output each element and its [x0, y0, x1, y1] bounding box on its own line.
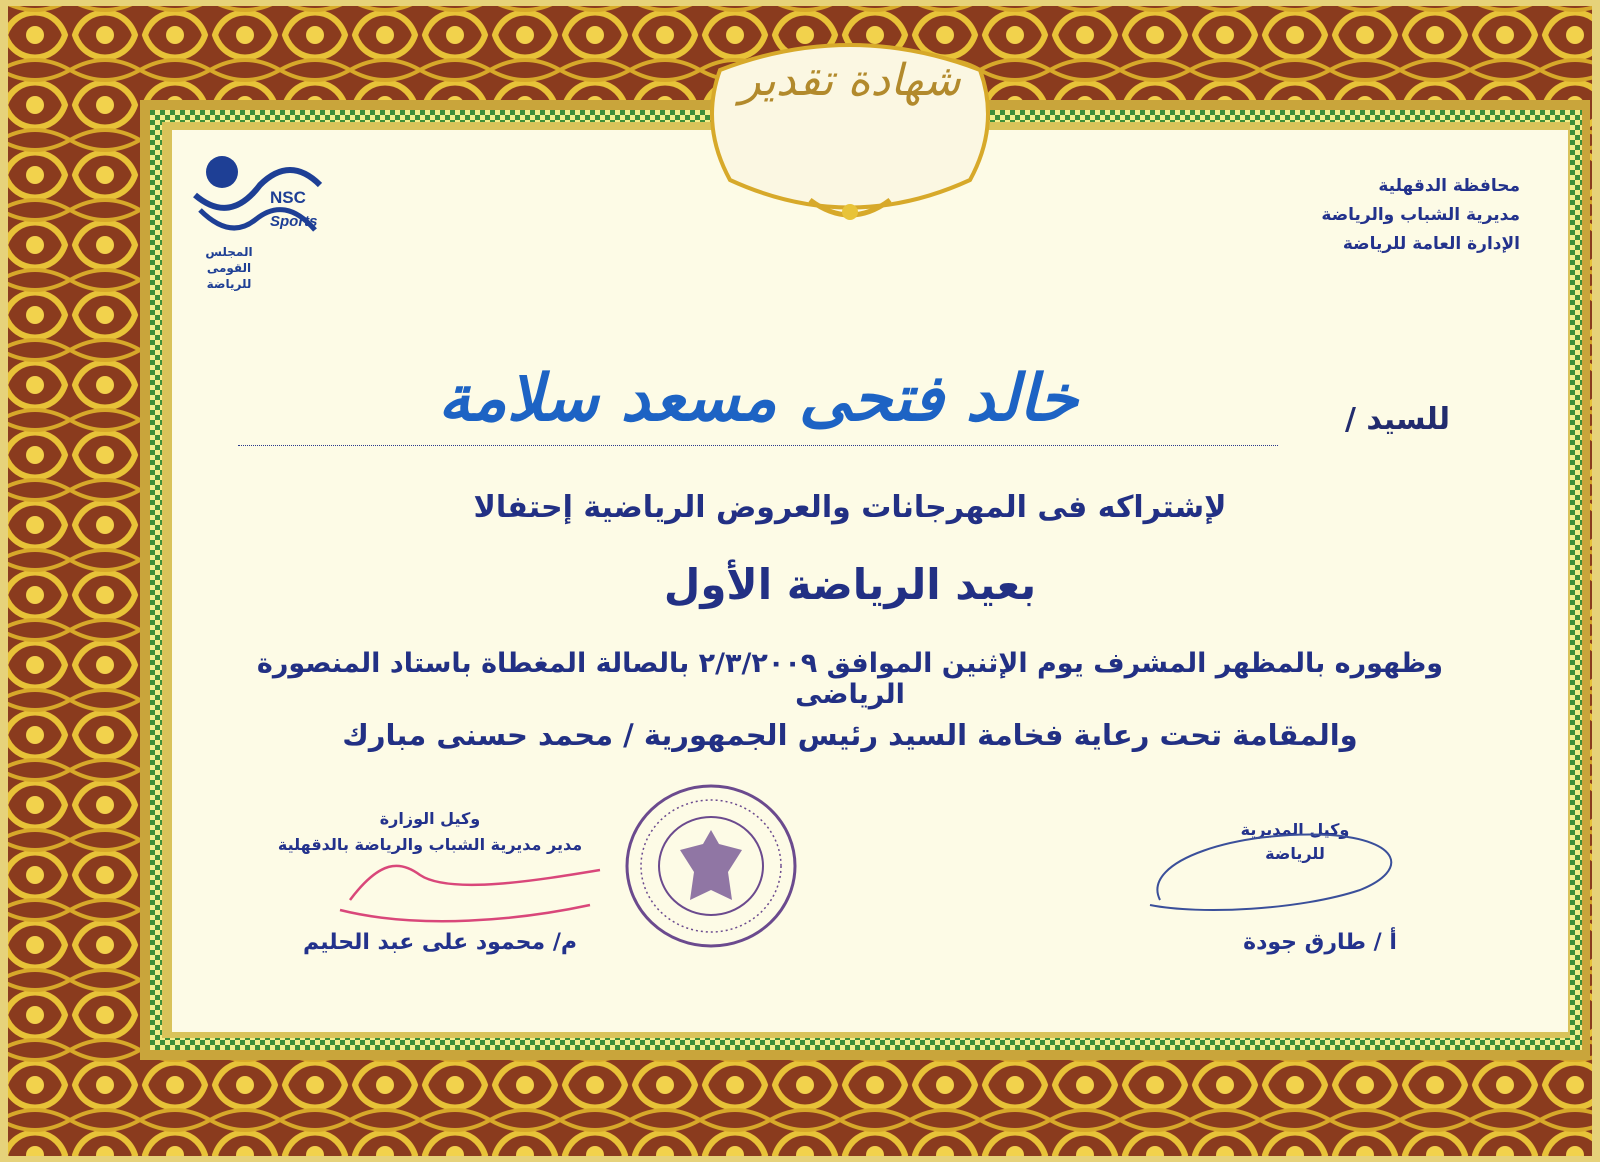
body-line-4: والمقامة تحت رعاية فخامة السيد رئيس الجمهورية / محمد حسنى مبارك	[342, 718, 1358, 752]
logo-sports-text: Sports	[270, 213, 318, 230]
signatory-right-title1: وكيل المديرية	[1240, 820, 1350, 839]
signatory-right-title2: للرياضة	[1265, 844, 1325, 863]
logo-arabic-text	[200, 244, 258, 292]
signatory-right-titles	[1195, 818, 1395, 866]
official-seal-eagle-icon	[624, 782, 799, 950]
logo-arabic-line: القومى	[206, 261, 252, 275]
body-line-3: وظهوره بالمظهر المشرف يوم الإثنين الموافق ٢/٣/٢٠٠٩ بالصالة المغطاة باستاد المنصورة الرياضى	[256, 648, 1444, 710]
signatory-left-title1: وكيل الوزارة	[379, 809, 481, 828]
signatory-left-titles	[245, 806, 615, 858]
logo-arabic-line: للرياضة	[206, 277, 252, 291]
recipient-name: خالد فتحى مسعد سلامة	[438, 362, 1078, 436]
signatory-left-title2: مدير مديرية الشباب والرياضة بالدقهلية	[277, 835, 583, 854]
logo-arabic-line: المجلس	[205, 245, 253, 259]
body-line-2: بعيد الرياضة الأول	[663, 560, 1037, 609]
issuer-block	[1321, 172, 1520, 259]
nsc-logo-icon	[190, 150, 340, 320]
certificate-title: شهادة تقدير	[739, 55, 961, 106]
issuer-department: الإدارة العامة للرياضة	[1342, 234, 1520, 254]
issuer-governorate: محافظة الدقهلية	[1378, 176, 1520, 196]
logo-nsc-text: NSC	[270, 188, 306, 207]
issuer-directorate: مديرية الشباب والرياضة	[1321, 205, 1520, 225]
recipient-label: للسيد /	[1344, 402, 1450, 437]
signatory-right-name: أ / طارق جودة	[1243, 930, 1397, 955]
body-line-1: لإشتراكه فى المهرجانات والعروض الرياضية إحتفالا	[473, 490, 1227, 525]
signatory-left-name: م/ محمود على عبد الحليم	[303, 930, 577, 955]
name-dotted-line	[238, 445, 1278, 446]
